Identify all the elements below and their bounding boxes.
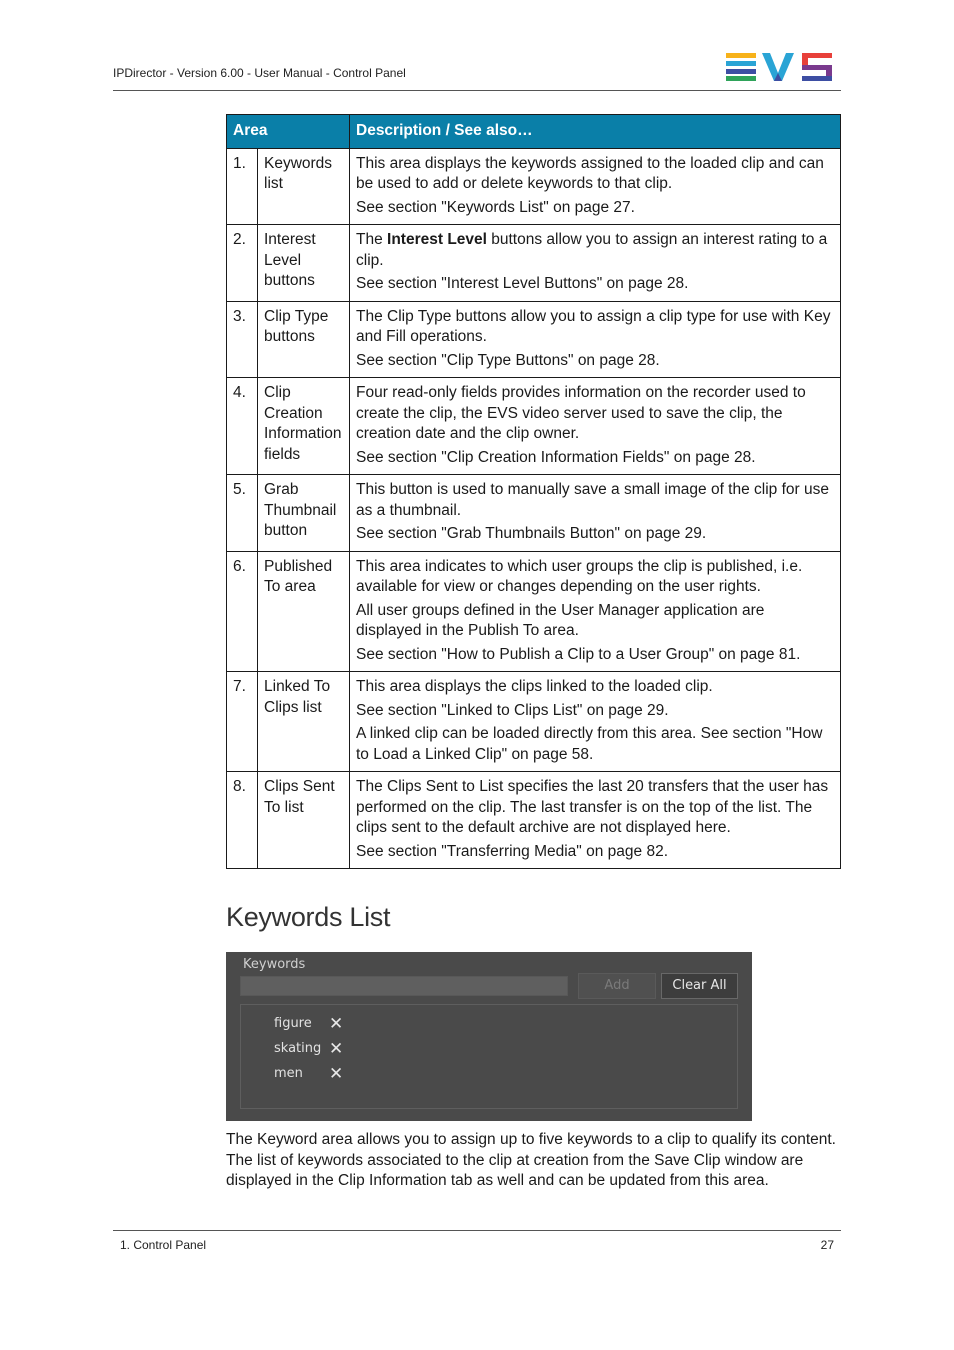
description-paragraph: All user groups defined in the User Manager application are displayed in the Publish To area. [356, 601, 765, 639]
keyword-label: figure [274, 1016, 312, 1031]
table-row [227, 378, 841, 475]
area-description [350, 551, 841, 672]
description-text: The [356, 231, 388, 248]
description-paragraph: See section "Grab Thumbnails Button" on page 29. [356, 525, 707, 542]
close-icon[interactable]: ✕ [329, 1014, 344, 1034]
area-description [350, 672, 841, 772]
area-name: Keywords list [258, 148, 350, 225]
row-number: 5. [227, 475, 258, 552]
description-paragraph: See section "How to Publish a Clip to a User Group" on page 81. [356, 645, 801, 663]
keyword-label: skating [274, 1041, 322, 1056]
column-header-area: Area [227, 115, 350, 149]
description-paragraph: See section "Keywords List" on page 27. [356, 198, 635, 216]
footer-chapter: 1. Control Panel [120, 1238, 207, 1252]
body-paragraph: The Keyword area allows you to assign up to five keywords to a clip to qualify its content. The list of keywords associated to the clip at creation from the Save Clip window are displayed in the Clip Information tab as well and can be updated from this area. [226, 1131, 836, 1189]
description-bold-term: Interest Level [387, 231, 487, 248]
area-description [350, 148, 841, 225]
row-number: 6. [227, 551, 258, 672]
area-name: Published To area [258, 551, 350, 672]
area-description [350, 475, 841, 552]
description-paragraph: Four read-only fields provides information on the recorder used to create the clip, the EVS video server used to save the clip, the creation date and the clip owner. [356, 384, 806, 442]
area-description [350, 772, 841, 869]
table-row [227, 301, 841, 378]
row-number: 1. [227, 148, 258, 225]
close-icon[interactable]: ✕ [329, 1064, 344, 1084]
description-paragraph: The Clips Sent to List specifies the last 20 transfers that the user has performed on the clip. The last transfer is on the top of the list. The clips sent to the default archive are not displayed here. [356, 778, 829, 836]
column-header-description: Description / See also… [350, 115, 841, 149]
evs-logo [726, 53, 834, 81]
keyword-list [240, 1004, 738, 1109]
keyword-input[interactable] [240, 976, 568, 996]
section-title: Keywords List [226, 902, 391, 932]
area-description-table [226, 114, 841, 869]
add-button[interactable]: Add [578, 973, 656, 999]
description-paragraph: This button is used to manually save a small image of the clip for use as a thumbnail. [356, 481, 829, 519]
area-description [350, 301, 841, 378]
clear-all-button[interactable]: Clear All [661, 973, 738, 999]
row-number: 7. [227, 672, 258, 772]
description-paragraph: See section "Interest Level Buttons" on page 28. [356, 275, 689, 292]
area-name: Grab Thumbnail button [258, 475, 350, 552]
table-row [227, 225, 841, 302]
keywords-panel-title: Keywords [243, 957, 306, 972]
description-paragraph: See section "Transferring Media" on page 82. [356, 842, 668, 860]
table-row [227, 772, 841, 869]
row-number: 3. [227, 301, 258, 378]
header-divider [113, 90, 841, 91]
description-paragraph: The Clip Type buttons allow you to assign a clip type for use with Key and Fill operations. [356, 307, 831, 345]
area-name: Interest Level buttons [258, 225, 350, 302]
area-description [350, 225, 841, 302]
close-icon[interactable]: ✕ [329, 1039, 344, 1059]
description-paragraph: This area displays the keywords assigned to the loaded clip and can be used to add or delete keywords to that clip. [356, 154, 824, 192]
row-number: 4. [227, 378, 258, 475]
description-paragraph: This area displays the clips linked to the loaded clip. [356, 678, 713, 695]
row-number: 8. [227, 772, 258, 869]
keyword-label: men [274, 1066, 303, 1081]
description-paragraph: See section "Clip Type Buttons" on page 28. [356, 351, 660, 369]
area-name: Clip Creation Information fields [258, 378, 350, 475]
area-name: Clips Sent To list [258, 772, 350, 869]
page-number: 27 [820, 1238, 834, 1252]
area-description [350, 378, 841, 475]
table-row [227, 551, 841, 672]
row-number: 2. [227, 225, 258, 302]
area-name: Clip Type buttons [258, 301, 350, 378]
page-header: IPDirector - Version 6.00 - User Manual - Control Panel [113, 66, 406, 80]
description-paragraph: This area indicates to which user groups the clip is published, i.e. available for view or changes depending on the user rights. [356, 557, 803, 595]
table-row [227, 672, 841, 772]
table-row [227, 475, 841, 552]
keywords-panel [226, 952, 752, 1121]
description-text: buttons allow you to assign an interest rating to a clip. [356, 231, 828, 269]
description-paragraph: A linked clip can be loaded directly from this area. See section "How to Load a Linked Clip" on page 58. [356, 725, 823, 763]
description-paragraph: See section "Clip Creation Information Fields" on page 28. [356, 448, 756, 466]
area-name: Linked To Clips list [258, 672, 350, 772]
description-paragraph [356, 230, 834, 271]
table-row [227, 148, 841, 225]
description-paragraph: See section "Linked to Clips List" on page 29. [356, 701, 669, 719]
footer-divider [113, 1230, 841, 1231]
